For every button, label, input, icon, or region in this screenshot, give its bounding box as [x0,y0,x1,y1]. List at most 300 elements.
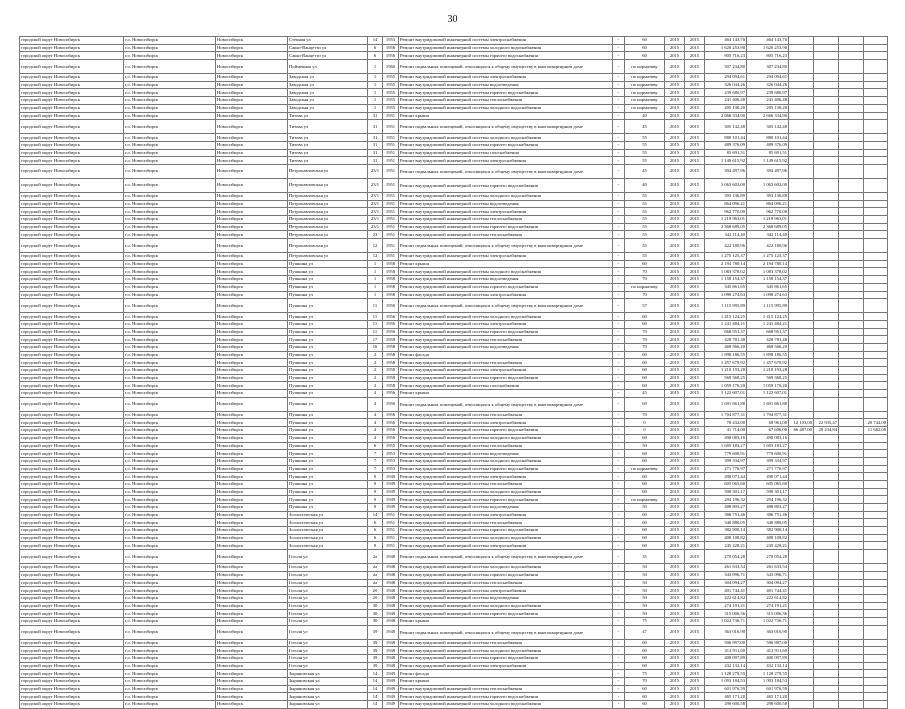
cell-district: городской округ Новосибирск [20,52,124,60]
cell-year: 1953 [383,457,399,465]
cell-house: 14 [368,693,383,701]
cell-year: 1948 [383,587,399,595]
cell-settlement: Новосибирск [216,693,288,701]
cell-work: Ремонт внутридомовой инженерной системы теплоснабжения [399,519,613,527]
cell-year-to: 2015 [685,678,705,686]
cell-work: Ремонт подвальных помещений, относящихся к общему имуществу в многоквартирном доме [399,239,613,253]
cell-year-to: 2015 [685,625,705,639]
cell-dash: - [613,564,625,572]
cell-cost: 1 098 274,63 [705,291,747,299]
cell-extra4 [864,313,888,321]
cell-district: городской округ Новосибирск [20,276,124,284]
cell-cost2: 270 054,28 [747,550,789,564]
cell-extra4 [864,655,888,663]
cell-settlement: Новосибирск [216,216,288,224]
capital-repair-table [19,36,888,709]
cell-cost2: 1 219 963,01 [747,216,789,224]
cell-year-from: 2015 [665,216,685,224]
cell-street: Гоголя ул [288,602,368,610]
cell-quantity: 60 [625,434,665,442]
cell-year-from: 2015 [665,701,685,709]
cell-year-to: 2015 [685,74,705,82]
cell-settlement: Новосибирск [216,239,288,253]
cell-street: Заводская ул [288,81,368,89]
cell-extra1 [789,442,814,450]
cell-city: г.о. Новосибирск [124,276,216,284]
cell-extra4 [864,223,888,231]
cell-extra1 [789,390,814,398]
cell-extra4 [864,390,888,398]
cell-extra2 [814,473,839,481]
cell-cost: 294 196,32 [705,496,747,504]
cell-dash: - [613,625,625,639]
cell-dash: - [613,427,625,435]
cell-settlement: Новосибирск [216,419,288,427]
cell-year: 1951 [383,200,399,208]
cell-district: городской округ Новосибирск [20,283,124,291]
cell-year-to: 2015 [685,157,705,165]
cell-city: г.о. Новосибирск [124,594,216,602]
cell-extra3 [839,81,864,89]
cell-year-from: 2015 [665,223,685,231]
cell-house: 9 [368,488,383,496]
cell-year-from: 2015 [665,74,685,82]
cell-district: городской округ Новосибирск [20,260,124,268]
cell-extra4 [864,200,888,208]
cell-cost2: 468 566,20 [747,343,789,351]
cell-extra4 [864,496,888,504]
table-row [20,519,888,527]
cell-cost: 408 108,82 [705,534,747,542]
cell-year-from: 2015 [665,104,685,112]
cell-street: Пушкина ул [288,457,368,465]
cell-year: 1956 [383,427,399,435]
cell-cost: 962 770,00 [705,208,747,216]
cell-year-from: 2015 [665,504,685,512]
cell-extra4 [864,112,888,120]
cell-year-from: 2015 [665,192,685,200]
cell-cost: 1 059 176,20 [705,382,747,390]
cell-city: г.о. Новосибирск [124,343,216,351]
cell-house: 39 [368,662,383,670]
cell-year-to: 2015 [685,37,705,45]
cell-extra4 [864,527,888,535]
cell-dash: - [613,701,625,709]
cell-extra1 [789,44,814,52]
cell-cost: 241 406,48 [705,97,747,105]
cell-street: Гоголя ул [288,655,368,663]
cell-year-from: 2015 [665,313,685,321]
table-row [20,260,888,268]
cell-house: 1 [368,89,383,97]
cell-year-to: 2015 [685,685,705,693]
cell-extra3 [839,89,864,97]
cell-cost2: 432 132,14 [747,662,789,670]
cell-extra2 [814,367,839,375]
cell-year: 1948 [383,610,399,618]
cell-quantity: 60 [625,693,665,701]
cell-district: городской округ Новосибирск [20,564,124,572]
cell-extra3 [839,382,864,390]
cell-street: Заводская ул [288,104,368,112]
cell-work: Ремонт внутридомовой инженерной системы электроснабжения [399,511,613,519]
cell-cost: 393 136,89 [705,192,747,200]
cell-district: городской округ Новосибирск [20,200,124,208]
cell-cost: 400 097,89 [705,655,747,663]
cell-cost2: 205 130,20 [747,104,789,112]
cell-settlement: Новосибирск [216,268,288,276]
cell-quantity: 69 [625,397,665,411]
cell-extra2 [814,157,839,165]
table-row [20,283,888,291]
cell-extra2 [814,97,839,105]
cell-work: Ремонт внутридомовой инженерной системы холодного водоснабжения [399,701,613,709]
table-row [20,534,888,542]
cell-quantity: 40 [625,112,665,120]
cell-year-to: 2015 [685,81,705,89]
cell-extra1 [789,473,814,481]
table-row [20,397,888,411]
cell-dash: - [613,120,625,134]
cell-cost: 78 432,00 [705,419,747,427]
cell-settlement: Новосибирск [216,625,288,639]
table-row [20,253,888,261]
cell-dash: - [613,112,625,120]
cell-year: 1951 [383,542,399,550]
cell-year-to: 2015 [685,442,705,450]
cell-extra1 [789,587,814,595]
cell-extra3 [839,488,864,496]
cell-district: городской округ Новосибирск [20,367,124,375]
cell-cost: 490 071,44 [705,473,747,481]
cell-extra1 [789,313,814,321]
cell-extra4 [864,208,888,216]
cell-cost: 1 122 607,01 [705,390,747,398]
cell-extra3 [839,419,864,427]
cell-work: Ремонт крыши [399,617,613,625]
cell-extra4 [864,504,888,512]
cell-settlement: Новосибирск [216,617,288,625]
cell-settlement: Новосибирск [216,434,288,442]
cell-extra2 [814,216,839,224]
cell-house: 23/1 [368,208,383,216]
cell-extra3 [839,496,864,504]
cell-house: 4 [368,427,383,435]
cell-quantity: 55 [625,192,665,200]
cell-extra1 [789,678,814,686]
cell-dash: - [613,216,625,224]
cell-year-to: 2015 [685,52,705,60]
cell-cost2: 298 600,58 [747,701,789,709]
cell-extra4 [864,283,888,291]
cell-street: Сакко-Ванцетти ул [288,44,368,52]
cell-city: г.о. Новосибирск [124,390,216,398]
cell-dash: - [613,678,625,686]
cell-city: г.о. Новосибирск [124,602,216,610]
cell-work: Ремонт внутридомовой инженерной системы холодного водоснабжения [399,534,613,542]
cell-extra1 [789,208,814,216]
cell-district: городской округ Новосибирск [20,701,124,709]
cell-year: 1949 [383,678,399,686]
cell-year: 1949 [383,685,399,693]
cell-district: городской округ Новосибирск [20,587,124,595]
cell-year-from: 2015 [665,610,685,618]
cell-dash: - [613,239,625,253]
cell-city: г.о. Новосибирск [124,283,216,291]
cell-house: 7 [368,457,383,465]
table-row [20,374,888,382]
cell-extra2 [814,465,839,473]
cell-dash: - [613,291,625,299]
cell-year-from: 2015 [665,542,685,550]
cell-extra2 [814,488,839,496]
cell-settlement: Новосибирск [216,74,288,82]
table-row [20,52,888,60]
cell-cost: 386 751,46 [705,511,747,519]
cell-street: Пушкина ул [288,260,368,268]
cell-year: 1951 [383,134,399,142]
cell-house: 14 [368,37,383,45]
cell-district: городской округ Новосибирск [20,617,124,625]
cell-settlement: Новосибирск [216,208,288,216]
cell-district: городской округ Новосибирск [20,134,124,142]
cell-extra1 [789,157,814,165]
cell-city: г.о. Новосибирск [124,120,216,134]
cell-quantity: 60 [625,320,665,328]
cell-year-from: 2015 [665,260,685,268]
cell-street: Пушкина ул [288,390,368,398]
cell-city: г.о. Новосибирск [124,457,216,465]
cell-street: Гоголя ул [288,550,368,564]
cell-extra2 [814,351,839,359]
cell-district: городской округ Новосибирск [20,299,124,313]
cell-extra1 [789,89,814,97]
cell-year-to: 2015 [685,397,705,411]
cell-year: 1958 [383,351,399,359]
cell-year: 1958 [383,343,399,351]
cell-year-from: 2015 [665,625,685,639]
cell-dash: - [613,134,625,142]
table-row [20,104,888,112]
cell-extra3 [839,594,864,602]
cell-district: городской округ Новосибирск [20,374,124,382]
cell-city: г.о. Новосибирск [124,511,216,519]
cell-cost2: 1 695 183,27 [747,442,789,450]
cell-district: городской округ Новосибирск [20,239,124,253]
cell-extra1 [789,701,814,709]
cell-cost: 605 065,60 [705,480,747,488]
cell-cost2: 489 376,09 [747,141,789,149]
cell-work: Ремонт подвальных помещений, относящихся к общему имуществу в многоквартирном доме [399,120,613,134]
cell-work: Ремонт внутридомовой инженерной системы горячего водоснабжения [399,223,613,231]
cell-settlement: Новосибирск [216,52,288,60]
cell-year: 1948 [383,571,399,579]
cell-quantity: 50 [625,594,665,602]
cell-year: 1948 [383,617,399,625]
cell-street: Зоологическая ул [288,534,368,542]
cell-extra1 [789,685,814,693]
cell-quantity: 60 [625,473,665,481]
cell-year-to: 2015 [685,602,705,610]
cell-year: 1951 [383,534,399,542]
table-row [20,434,888,442]
cell-year-to: 2015 [685,367,705,375]
cell-dash: - [613,480,625,488]
cell-extra1 [789,200,814,208]
cell-work: Ремонт внутридомовой инженерной системы электроснабжения [399,37,613,45]
cell-quantity: 70 [625,411,665,419]
cell-work: Ремонт внутридомовой инженерной системы горячего водоснабжения [399,178,613,192]
cell-district: городской округ Новосибирск [20,141,124,149]
cell-extra2 [814,587,839,595]
cell-extra1 [789,610,814,618]
cell-year-to: 2015 [685,164,705,178]
cell-house: 14 [368,685,383,693]
cell-cost2: 2 666 334,90 [747,112,789,120]
cell-cost: 506 997,00 [705,639,747,647]
cell-extra1 [789,450,814,458]
cell-extra1 [789,192,814,200]
cell-year-to: 2015 [685,427,705,435]
cell-extra1 [789,351,814,359]
table-row [20,550,888,564]
cell-district: городской округ Новосибирск [20,639,124,647]
cell-cost: 394 497,96 [705,164,747,178]
cell-dash: - [613,534,625,542]
cell-extra1: 66 487,00 [789,427,814,435]
table-row [20,208,888,216]
cell-cost2: 488 803,27 [747,504,789,512]
cell-year-from: 2015 [665,434,685,442]
cell-district: городской округ Новосибирск [20,37,124,45]
cell-year-from: 2015 [665,564,685,572]
cell-work: Ремонт внутридомовой инженерной системы холодного водоснабжения [399,192,613,200]
cell-city: г.о. Новосибирск [124,647,216,655]
cell-extra2 [814,328,839,336]
cell-cost2: 490 083,16 [747,434,789,442]
cell-dash: - [613,442,625,450]
cell-cost: 274 191,21 [705,602,747,610]
cell-year-to: 2015 [685,313,705,321]
cell-quantity: 75 [625,617,665,625]
cell-cost: 1 691 661,88 [705,397,747,411]
cell-extra4 [864,473,888,481]
table-row [20,625,888,639]
table-row [20,579,888,587]
cell-extra4 [864,74,888,82]
cell-year-from: 2015 [665,685,685,693]
cell-extra2 [814,625,839,639]
cell-extra2 [814,239,839,253]
cell-district: городской округ Новосибирск [20,610,124,618]
cell-cost2: 408 108,82 [747,534,789,542]
cell-work: Ремонт фасада [399,670,613,678]
cell-city: г.о. Новосибирск [124,268,216,276]
cell-district: городской округ Новосибирск [20,571,124,579]
cell-district: городской округ Новосибирск [20,192,124,200]
cell-street: Петропавловская ул [288,200,368,208]
cell-extra4 [864,602,888,610]
cell-extra2 [814,390,839,398]
cell-quantity: по нормативу [625,81,665,89]
cell-year-from: 2015 [665,534,685,542]
cell-extra2 [814,60,839,74]
cell-extra4 [864,291,888,299]
cell-house: 14 [368,678,383,686]
cell-extra3 [839,223,864,231]
cell-year: 1951 [383,208,399,216]
cell-settlement: Новосибирск [216,411,288,419]
cell-work: Ремонт внутридомовой инженерной системы водоотведения [399,450,613,458]
cell-year: 1951 [383,120,399,134]
cell-extra2 [814,534,839,542]
cell-cost2: 590 301,17 [747,488,789,496]
cell-district: городской округ Новосибирск [20,480,124,488]
cell-extra4 [864,442,888,450]
cell-extra3 [839,253,864,261]
table-row [20,164,888,178]
cell-work: Ремонт крыши [399,112,613,120]
cell-street: Зыряновская ул [288,693,368,701]
cell-district: городской округ Новосибирск [20,647,124,655]
cell-dash: - [613,374,625,382]
cell-extra3 [839,283,864,291]
cell-house: 6 [368,44,383,52]
cell-quantity: 50 [625,587,665,595]
cell-work: Ремонт внутридомовой инженерной системы электроснабжения [399,291,613,299]
cell-extra1 [789,320,814,328]
table-row [20,655,888,663]
cell-extra2 [814,374,839,382]
cell-work: Ремонт внутридомовой инженерной системы холодного водоснабжения [399,564,613,572]
cell-settlement: Новосибирск [216,685,288,693]
cell-dash: - [613,411,625,419]
cell-city: г.о. Новосибирск [124,37,216,45]
cell-year-from: 2015 [665,571,685,579]
cell-street: Зыряновская ул [288,678,368,686]
cell-quantity: по нормативу [625,74,665,82]
table-row [20,216,888,224]
cell-house: 9 [368,480,383,488]
cell-year-from: 2015 [665,291,685,299]
cell-year: 1955 [383,442,399,450]
cell-house: 31 [368,112,383,120]
cell-quantity: 60 [625,450,665,458]
cell-extra2: 22 935,47 [814,419,839,427]
cell-extra3 [839,37,864,45]
cell-house: 1 [368,81,383,89]
cell-extra1 [789,457,814,465]
cell-district: городской округ Новосибирск [20,685,124,693]
cell-house: 2а [368,550,383,564]
cell-extra3 [839,473,864,481]
cell-cost: 261 633,54 [705,564,747,572]
cell-quantity: 60 [625,701,665,709]
cell-year-from: 2015 [665,89,685,97]
cell-extra4 [864,104,888,112]
cell-extra4 [864,670,888,678]
cell-cost: 468 566,20 [705,343,747,351]
cell-year-from: 2015 [665,44,685,52]
cell-district: городской округ Новосибирск [20,253,124,261]
cell-extra1 [789,149,814,157]
cell-quantity: 50 [625,602,665,610]
cell-extra3 [839,200,864,208]
cell-city: г.о. Новосибирск [124,411,216,419]
cell-district: городской округ Новосибирск [20,104,124,112]
cell-extra4 [864,359,888,367]
cell-house: 23/1 [368,216,383,224]
